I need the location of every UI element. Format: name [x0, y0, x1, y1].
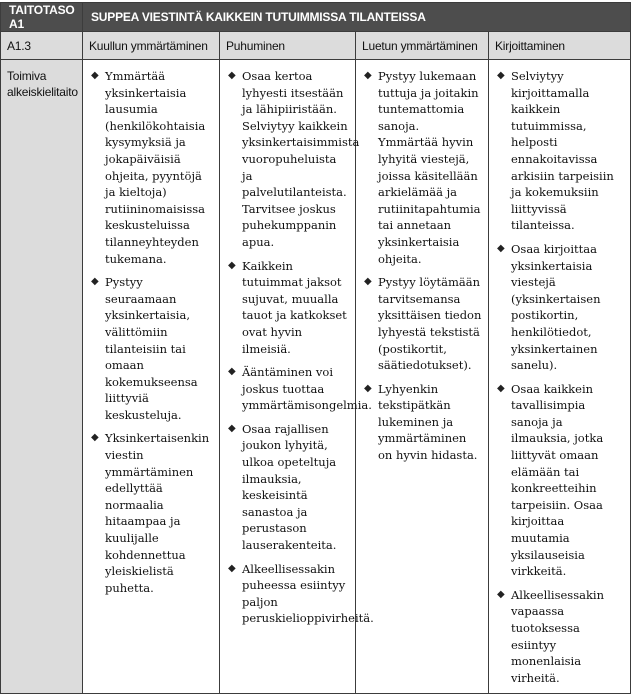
diamond-bullet-icon: ◆ — [364, 276, 372, 288]
reading-list — [356, 60, 488, 464]
proficiency-level-page — [0, 2, 630, 685]
list-item — [364, 274, 482, 374]
list-item — [228, 364, 372, 414]
diamond-bullet-icon: ◆ — [228, 70, 236, 81]
diamond-bullet-icon: ◆ — [497, 70, 505, 81]
writing-list — [489, 60, 630, 686]
descriptor-row — [1, 60, 631, 694]
writing-cell — [489, 60, 631, 694]
list-item — [91, 68, 213, 267]
level-label: TAITOTASO A1 — [1, 3, 83, 32]
level-header-row — [1, 3, 631, 32]
row-label: Toimiva alkeiskielitaito — [1, 60, 83, 694]
diamond-bullet-icon: ◆ — [497, 382, 505, 394]
listening-cell — [83, 60, 220, 694]
list-item-text: Selviytyy kirjoittamalla kaikkein tutuimmissa, helposti ennakoitavissa arkisiin tarpeisiin ja kokemuksiin liittyvissä tilanteissa. — [511, 69, 614, 233]
list-item-text: Alkeellisessakin puheessa esiintyy paljon peruskielioppivirheitä. — [242, 561, 374, 626]
diamond-bullet-icon: ◆ — [228, 259, 236, 271]
list-item-text: Pystyy seuraamaan yksinkertaisia, välittömiin tilanteisiin tai omaan kokemukseensa liittyviä keskusteluja. — [105, 275, 198, 422]
list-item — [364, 381, 482, 464]
diamond-bullet-icon: ◆ — [228, 422, 236, 434]
column-header-listening: Kuullun ymmärtäminen — [83, 32, 220, 60]
column-header-row — [1, 32, 631, 60]
list-item-text: Ymmärtää yksinkertaisia lausumia (henkilökohtaisia kysymyksiä ja jokapäiväisiä ohjeita, pyyntöjä ja kieltoja) rutiininomaisissa keskusteluissa tilanneyhteyden tukemana. — [105, 69, 206, 266]
diamond-bullet-icon: ◆ — [364, 382, 372, 394]
list-item-text: Osaa kertoa lyhyesti itsestään ja lähipiiristään. Selviytyy kaikkein yksinkertaisimmista vuoropuheluista ja palvelutilanteista. Tarvitsee joskus puhekumppanin apua. — [242, 69, 360, 249]
diamond-bullet-icon: ◆ — [497, 588, 505, 600]
reading-cell — [356, 60, 489, 694]
list-item-text: Yksinkertaisenkin viestin ymmärtäminen edellyttää normaalia hitaampaa ja kuulijalle kohdennettua yleiskielistä puhetta. — [105, 431, 210, 595]
list-item — [497, 381, 624, 580]
list-item — [228, 68, 360, 251]
list-item — [91, 274, 213, 423]
diamond-bullet-icon: ◆ — [91, 432, 99, 444]
list-item — [497, 241, 624, 374]
diamond-bullet-icon: ◆ — [91, 70, 99, 81]
list-item — [364, 68, 482, 267]
list-item-text: Osaa kirjoittaa yksinkertaisia viestejä (yksinkertaisen postikortin, henkilötiedot, yksinkertainen sanelu). — [511, 241, 601, 373]
list-item-text: Kaikkein tutuimmat jaksot sujuvat, muualla tauot ja katkokset ovat hyvin ilmeisiä. — [242, 258, 347, 356]
level-code: A1.3 — [1, 32, 83, 60]
diamond-bullet-icon: ◆ — [228, 366, 236, 378]
speaking-list — [220, 60, 374, 627]
list-item — [497, 68, 624, 234]
list-item-text: Alkeellisessakin vapaassa tuotoksessa esiintyy monenlaisia virheitä. — [511, 587, 605, 685]
diamond-bullet-icon: ◆ — [364, 70, 372, 81]
diamond-bullet-icon: ◆ — [497, 242, 505, 254]
column-header-reading: Luetun ymmärtäminen — [356, 32, 489, 60]
list-item — [228, 561, 374, 627]
listening-list — [83, 60, 219, 596]
list-item — [228, 258, 349, 358]
speaking-cell — [220, 60, 374, 694]
level-title: SUPPEA VIESTINTÄ KAIKKEIN TUTUIMMISSA TILANTEISSA — [83, 3, 631, 32]
list-item-text: Ääntäminen voi joskus tuottaa ymmärtämisongelmia. — [242, 365, 372, 413]
diamond-bullet-icon: ◆ — [228, 562, 236, 574]
list-item-text: Osaa kaikkein tavallisimpia sanoja ja ilmauksia, jotka liittyvät omaan elämään tai konkreetteihin tarpeisiin. Osaa kirjoittaa muutamia yksilauseisia virkkeitä. — [511, 381, 604, 579]
column-header-writing: Kirjoittaminen — [489, 32, 631, 60]
list-item — [91, 430, 213, 596]
diamond-bullet-icon: ◆ — [91, 276, 99, 288]
list-item — [228, 421, 349, 554]
list-item-text: Lyhyenkin tekstipätkän lukeminen ja ymmärtäminen on hyvin hidasta. — [378, 381, 478, 463]
list-item-text: Pystyy lukemaan tuttuja ja joitakin tuntemattomia sanoja. Ymmärtää hyvin lyhyitä viestejä, joissa käsitellään arkielämää ja rutiinitapahtumia tai annetaan yksinkertaisia ohjeita. — [378, 69, 481, 266]
proficiency-table — [0, 2, 631, 694]
list-item-text: Pystyy löytämään tarvitsemansa yksittäisen tiedon lyhyestä tekstistä (postikortit, säätiedotukset). — [378, 275, 482, 373]
list-item-text: Osaa rajallisen joukon lyhyitä, ulkoa opeteltuja ilmauksia, keskeisintä sanastoa ja perustason lauserakenteita. — [242, 421, 337, 553]
list-item — [497, 587, 624, 687]
column-header-speaking: Puhuminen — [220, 32, 356, 60]
